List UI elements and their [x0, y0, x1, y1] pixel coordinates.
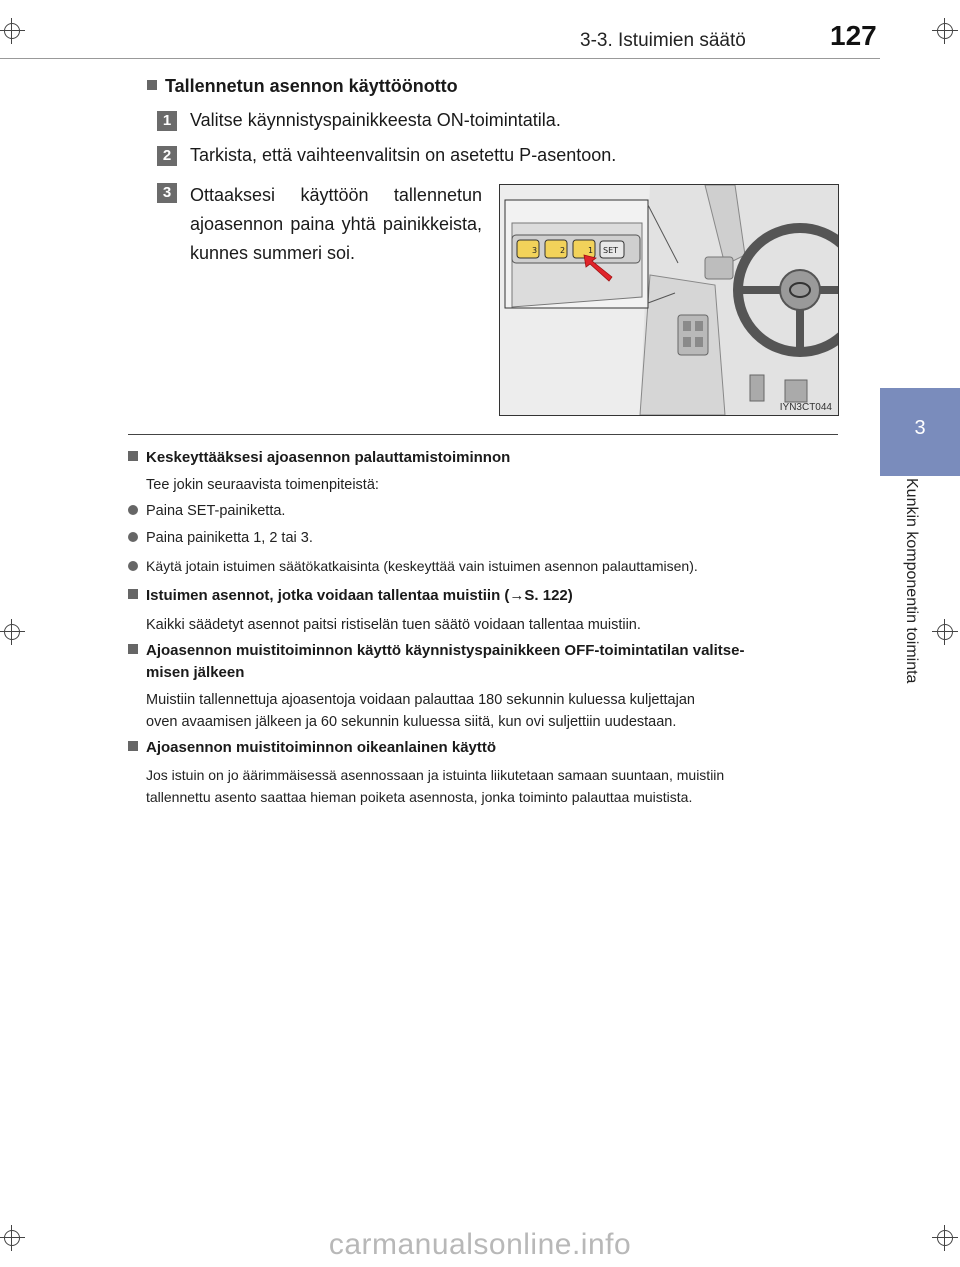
note-heading-3-line2: misen jälkeen	[146, 664, 245, 681]
circle-bullet-icon	[128, 505, 138, 515]
step-number-3: 3	[157, 183, 177, 203]
bullet-item-3	[128, 558, 698, 574]
note-heading-2	[128, 587, 573, 604]
note-body-4-line1: Jos istuin on jo äärimmäisessä asennossaan ja istuinta liikutetaan samaan suuntaan, muistiin	[146, 767, 725, 783]
note-heading-3	[128, 642, 744, 659]
set-button	[600, 241, 624, 258]
chapter-title-vertical: Kunkin komponentin toiminta	[903, 478, 920, 684]
dashboard-illustration	[499, 184, 839, 416]
crop-mark-top-right	[932, 18, 958, 44]
watermark: carmanualsonline.info	[328, 1228, 632, 1261]
chapter-tab: 3	[880, 388, 960, 476]
bullet-item-3-text: Käytä jotain istuimen säätökatkaisinta (keskeyttää vain istuimen asennon palauttamisen).	[146, 558, 698, 574]
crop-mark-mid-left	[0, 619, 25, 645]
square-bullet-icon	[128, 741, 138, 751]
header-rule	[0, 58, 880, 59]
circle-bullet-icon	[128, 561, 138, 571]
step-text-3: Ottaaksesi käyttöön tallennetun ajoasennon paina yhtä painikkeista, kunnes summeri soi.	[190, 185, 482, 263]
step-number-1: 1	[157, 111, 177, 131]
step-text-2: Tarkista, että vaihteenvalitsin on asetettu P-asentoon.	[190, 145, 617, 165]
step-number-2: 2	[157, 146, 177, 166]
note-heading-3-line1: Ajoasennon muistitoiminnon käyttö käynnistyspainikkeen OFF-toimintatilan valitse-	[146, 642, 745, 659]
square-bullet-icon	[128, 451, 138, 461]
illustration-code: IYN3CT044	[779, 402, 832, 413]
section-heading-text: Tallennetun asennon käyttöönotto	[165, 76, 458, 96]
circle-bullet-icon	[128, 532, 138, 542]
memory-buttons-drawing	[500, 185, 838, 415]
note-heading-4	[128, 739, 496, 756]
note-body-4-line2: tallennettu asento saattaa hieman poiketa asennosta, jonka toiminto palauttaa muistista.	[146, 789, 693, 805]
bullet-item-1-text: Paina SET-painiketta.	[146, 503, 286, 519]
bullet-item-1	[128, 503, 285, 519]
square-bullet-icon	[147, 80, 157, 90]
note-heading-1-text: Keskeyttääksesi ajoasennon palauttamistoiminnon	[146, 449, 511, 466]
crop-mark-mid-right	[932, 619, 958, 645]
page-number: 127	[830, 20, 877, 51]
section-heading	[147, 76, 458, 97]
memory-button-label-3: 3	[532, 246, 538, 255]
note-body-1: Tee jokin seuraavista toimenpiteistä:	[146, 477, 379, 493]
note-body-3-line2: oven avaamisen jälkeen ja 60 sekunnin kuluessa siitä, kun ovi suljettiin uudestaan.	[146, 714, 677, 730]
note-heading-2-text: Istuimen asennot, jotka voidaan tallentaa muistiin (→S. 122)	[146, 587, 573, 604]
note-heading-1	[128, 449, 510, 466]
note-heading-4-text: Ajoasennon muistitoiminnon oikeanlainen käyttö	[146, 739, 497, 756]
running-header-title: 3-3. Istuimien säätö	[580, 30, 746, 51]
note-body-3-line1: Muistiin tallennettuja ajoasentoja voidaan palauttaa 180 sekunnin kuluessa kuljettajan	[146, 692, 695, 708]
memory-button-3	[517, 240, 539, 258]
square-bullet-icon	[128, 589, 138, 599]
memory-button-2	[545, 240, 567, 258]
step-text-1: Valitse käynnistyspainikkeesta ON-toimintatila.	[190, 110, 561, 130]
section-divider	[128, 434, 838, 435]
bullet-item-2-text: Paina painiketta 1, 2 tai 3.	[146, 530, 313, 546]
memory-button-label-2: 2	[560, 246, 566, 255]
memory-button-label-1: 1	[588, 246, 594, 255]
square-bullet-icon	[128, 644, 138, 654]
set-button-label: SET	[603, 246, 619, 255]
note-body-2: Kaikki säädetyt asennot paitsi ristiselän tuen säätö voidaan tallentaa muistiin.	[146, 617, 641, 633]
crop-mark-top-left	[0, 18, 25, 44]
bullet-item-2	[128, 530, 313, 546]
